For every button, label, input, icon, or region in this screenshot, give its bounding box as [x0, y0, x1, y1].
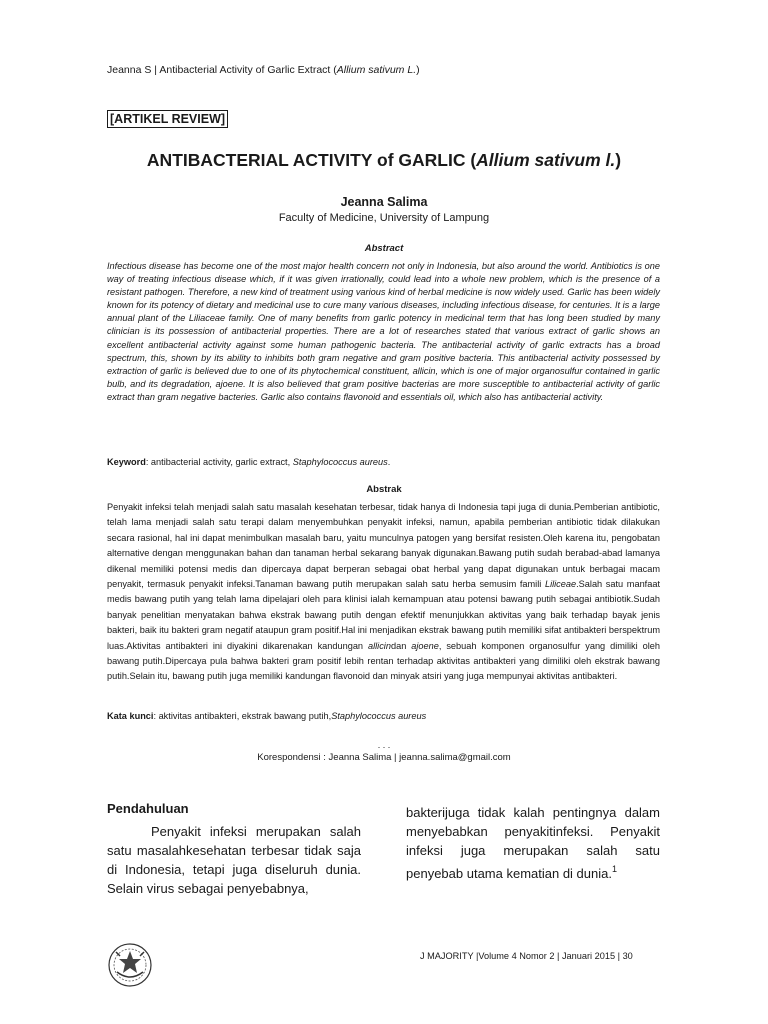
- citation-ref: 1: [611, 864, 617, 874]
- intro-heading: Pendahuluan: [107, 801, 189, 816]
- university-seal-icon: [107, 942, 153, 988]
- intro-column-left: Penyakit infeksi merupakan salah satu masalahkesehatan terbesar tidak saja di Indonesia, tetapi juga diseluruh dunia. Selain virus sebagai penyebabnya,: [107, 824, 361, 896]
- abstract-heading: Abstract: [364, 243, 404, 254]
- abstrak-heading: Abstrak: [366, 484, 402, 495]
- separator-dots: . . .: [377, 740, 391, 750]
- page-footer: J MAJORITY |Volume 4 Nomor 2 | Januari 2015 | 30: [420, 951, 633, 961]
- paper-title: ANTIBACTERIAL ACTIVITY of GARLIC (Allium sativum l.): [146, 150, 622, 170]
- running-header: Jeanna S | Antibacterial Activity of Garlic Extract (Allium sativum L.): [107, 64, 420, 76]
- section-label: [ARTIKEL REVIEW]: [107, 110, 228, 128]
- author-affiliation: Faculty of Medicine, University of Lampung: [278, 212, 490, 224]
- keywords-indonesian: Kata kunci: aktivitas antibakteri, ekstrak bawang putih,Staphylococcus aureus: [107, 711, 427, 721]
- abstrak-indonesian: Penyakit infeksi telah menjadi salah satu masalah kesehatan terbesar, tidak hanya di Indonesia tapi juga di dunia.Pemberian antibiotic, telah lama menjadi salah satu terapi dalam menyembuhkan penyakit infeksi, namun, apabila pemberian antibiotic tidak dilakukan secara rasional, hal ini dapat menimbulkan masalah baru, yaitu munculnya patogen yang bersifat resisten.Oleh karena itu, pengobatan alternative dengan menggunakan bahan dan tanaman herbal sekarang banyak digunakan.Bawang putih sudah berabad-abad lamanya dikenal memiliki potensi medis dan dipercaya dapat berperan sebagai obat herbal yang dapat digunakan untuk berbagai macam penyakit, termasuk penyakit infeksi.Tanaman bawang putih merupakan salah satu herba semusim famili Liliceae.Salah satu manfaat medis bawang putih yang telah lama dipelajari oleh para klinisi ialah kemampuan atau potensi bawang putih sebagai antibiotik.Sudah banyak penelitian menyatakan bahwa ekstrak bawang putih dengan efektif menunjukkan aktivitas yang baik terhadap bayak jenis bakteri, baik itu bakteri gram negatif ataupun gram positif.Hal ini menjadikan ekstrak bawang putih memiliki sifat antibakteri berspektrum luas.Aktivitas antibakteri ini diyakini dikarenakan kandungan allicindan ajoene, sebuah komponen organosulfur yang dimiliki oleh bawang putih.Dipercaya pula bahwa bakteri gram positif lebih rentan terhadap aktivitas antibakteri yang dimiliki oleh ekstrak bawang putih.Selain itu, bawang putih juga memiliki kandungan flavonoid dan minyak atsiri yang juga mempunyai aktivitas antibakteri.: [107, 502, 661, 682]
- abstract-english: Infectious disease has become one of the most major health concern not only in Indonesia, but also around the world. Antibiotics is one way of treating infectious disease which, if it was given irrationally, could lead into a whole new problem, which is the presence of a resistant pathogen. Therefore, a new kind of treatment using various kind of herbal medicine is now widely used. Garlic has been widely known for its potency of dietary and medicinal use to cure many various diseases, including infectious disease, for centuries. It is a large annual plant of the Liliaceae family. One of many benefits from garlic potency in medicinal term that has long been studied by many clinician is its possession of antibacterial properties. There are a lot of researches stated that various extract of garlic shows an excellent antibacterial activity against some human pathogenic bacteria. The antibacterial activity of garlic extracts has a broad spectrum, this, shown by its ability to inhibits both gram negative and gram positive bacteria. This antibacterial activity possessed by extraction of garlic is believed due to one of its phytochemical constituent, allicin, which is one of major organosulfur contained in garlic bulb, and its degradation, ajoene. It is also believed that gram positive bacterias are more susceptible to antibacterial activity of garlic extract than gram negative bacteries. Garlic also contains flavonoid and essentials oil, which also has antibacterial activity.: [107, 261, 660, 402]
- keywords-english: Keyword: antibacterial activity, garlic extract, Staphylococcus aureus.: [107, 457, 391, 467]
- correspondence-line: Korespondensi : Jeanna Salima | jeanna.salima@gmail.com: [257, 752, 511, 763]
- author-name: Jeanna Salima: [340, 195, 428, 209]
- intro-column-right: bakterijuga tidak kalah pentingnya dalam menyebabkan penyakitinfeksi. Penyakit infeksi juga merupakan salah satu penyebab utama kematian di dunia.$^1$: [406, 805, 660, 881]
